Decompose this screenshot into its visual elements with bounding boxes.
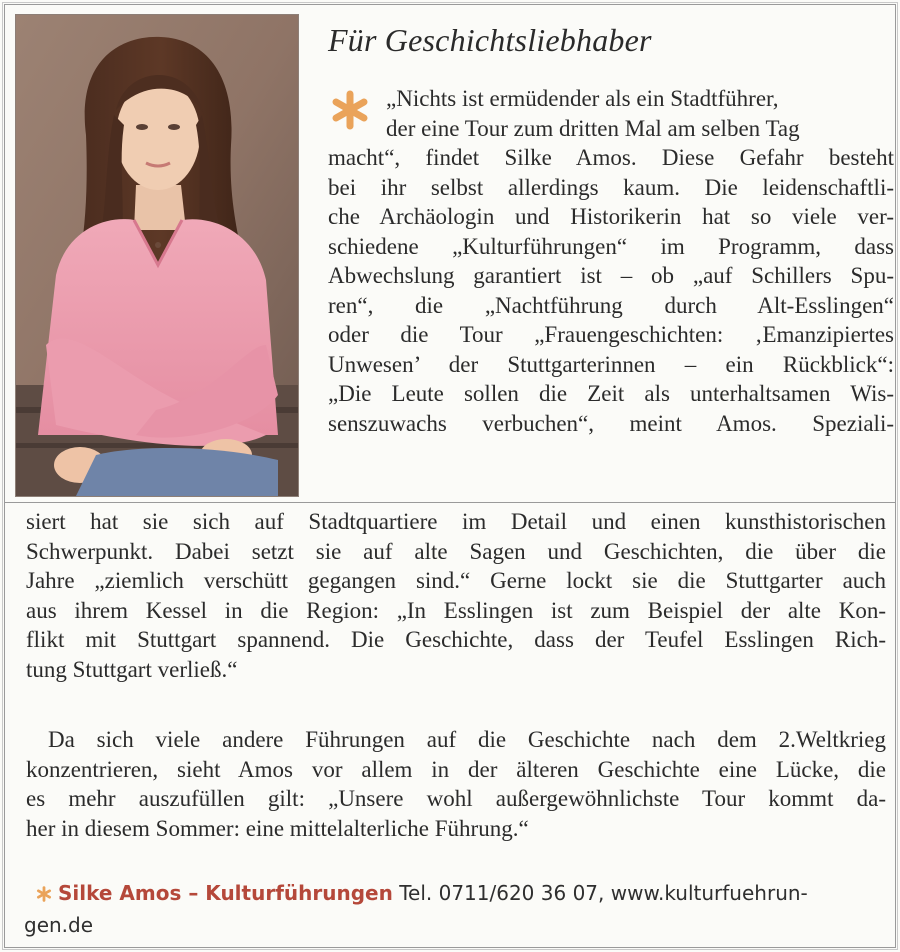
article-heading: Für Geschichtsliebhaber <box>328 22 652 58</box>
text-line: es mehr auszufüllen gilt: „Unsere wohl außergewöhnlichste Tour kommt da- <box>26 786 886 811</box>
text-line: senszuwachs verbuchen“, meint Amos. Speziali- <box>328 410 894 436</box>
divider-rule <box>5 502 896 503</box>
text-line: Jahre „ziemlich verschütt gegangen sind.“ Gerne lockt sie die Stuttgarter auch <box>26 568 886 593</box>
footer-contact-cont: gen.de <box>24 913 94 937</box>
text-line: aus ihrem Kessel in die Region: „In Esslingen ist zum Beispiel der alte Kon- <box>26 597 886 623</box>
text-line: Da sich viele andere Führungen auf die Geschichte nach dem 2.Weltkrieg <box>48 727 886 752</box>
text-line: tung Stuttgart verließ.“ <box>26 656 238 682</box>
text-line: konzentrieren, sieht Amos vor allem in der älteren Geschichte eine Lücke, die <box>26 756 886 782</box>
asterisk-small-icon <box>36 879 52 911</box>
text-line: che Archäologin und Historikerin hat so viele ver- <box>328 204 894 229</box>
footer-brand: Silke Amos – Kulturführungen <box>58 881 393 905</box>
text-line: Schwerpunkt. Dabei setzt sie auf alte Sagen und Geschichten, die über die <box>26 538 886 564</box>
body-paragraph-1 <box>26 507 886 684</box>
footer-line <box>24 909 888 941</box>
text-line: der eine Tour zum dritten Mal am selben Tag <box>386 115 800 141</box>
text-line: schiedene „Kulturführungen“ im Programm, dass <box>328 233 894 259</box>
contact-footer <box>24 877 888 941</box>
text-line: oder die Tour „Frauengeschichten: ‚Emanzipiertes <box>328 322 894 347</box>
body-paragraph-2 <box>26 725 886 843</box>
text-line: ren“, die „Nachtführung durch Alt-Esslingen“ <box>328 292 894 318</box>
text-line: Abwechslung garantiert ist – ob „auf Schillers Spu- <box>328 263 894 288</box>
intro-column <box>328 84 894 438</box>
text-line: siert hat sie sich auf Stadtquartiere im Detail und einen kunsthistorischen <box>26 509 886 534</box>
text-line: „Die Leute sollen die Zeit als unterhaltsamen Wis- <box>328 381 894 406</box>
text-line: „Nichts ist ermüdender als ein Stadtführer, <box>386 86 779 111</box>
text-line: flikt mit Stuttgart spannend. Die Geschichte, dass der Teufel Esslingen Rich- <box>26 627 886 652</box>
text-line: Unwesen’ der Stuttgarterinnen – ein Rückblick“: <box>328 351 894 377</box>
text-line: macht“, findet Silke Amos. Diese Gefahr besteht <box>328 145 894 170</box>
portrait-photo <box>15 14 299 497</box>
footer-line <box>36 877 888 909</box>
text-line: her in diesem Sommer: eine mittelalterliche Führung.“ <box>26 815 529 841</box>
text-line: bei ihr selbst allerdings kaum. Die leidenschaftli- <box>328 174 894 200</box>
footer-contact: Tel. 0711/620 36 07, www.kulturfuehrun- <box>399 881 808 905</box>
